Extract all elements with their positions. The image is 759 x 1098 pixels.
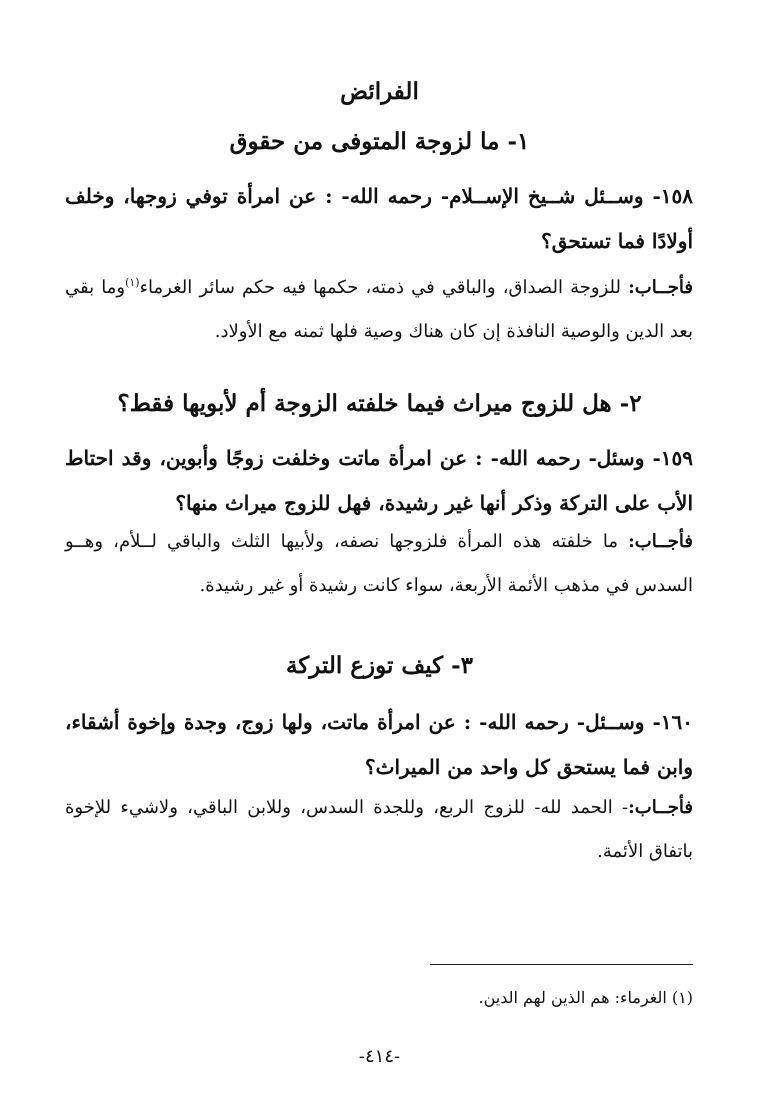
section-heading-2: ٢- هل للزوج ميراث فيما خلفته الزوجة أم لأبويها فقط؟ [117,390,642,417]
answer-text: - الحمد لله- للزوج الربع، وللجدة السدس، وللابن الباقي، ولاشيء للإخوة باتفاق الأئمة. [65,797,693,862]
answer-label: فأجــاب: [628,277,693,298]
chapter-title: الفرائض [340,78,419,105]
section-heading-3: ٣- كيف توزع التركة [285,652,474,679]
footnote: (١) الغرماء: هم الذين لهم الدين. [478,988,693,1007]
answer-158 [65,266,693,354]
question-160: ١٦٠- وســئل- رحمه الله- : عن امرأة ماتت، ولها زوج، وجدة وإخوة أشقاء، وابن فما يستحق كل واحد من الميراث؟ [65,710,693,779]
section-heading-1: ١- ما لزوجة المتوفى من حقوق [229,128,530,155]
footnote-divider [430,964,693,965]
answer-text: للزوجة الصداق، والباقي في ذمته، حكمها فيه حكم سائر الغرماء [139,277,629,298]
question-159: ١٥٩- وسئل- رحمه الله- : عن امرأة ماتت وخلفت زوجًا وأبوين، وقد احتاط الأب على التركة وذكر أنها غير رشيدة، فهل للزوج ميراث منها؟ [65,446,693,515]
page-number: -٤١٤- [358,1046,401,1067]
answer-159 [65,520,693,608]
answer-label: فأجــاب: [628,797,693,818]
answer-text-continued: وما بقي بعد الدين والوصية النافذة إن كان هناك وصية فلها ثمنه مع الأولاد. [65,277,693,342]
answer-label: فأجــاب: [628,531,693,552]
answer-160 [65,786,693,874]
footnote-marker: (١) [125,276,140,289]
question-158: ١٥٨- وســئل شــيخ الإســلام- رحمه الله- : عن امرأة توفي زوجها، وخلف أولادًا فما تستحق؟ [65,184,693,253]
answer-text: ما خلفته هذه المرأة فلزوجها نصفه، ولأبيها الثلث والباقي لــلأم، وهــو السدس في مذهب الأئمة الأربعة، سواء كانت رشيدة أو غير رشيدة. [65,531,693,596]
